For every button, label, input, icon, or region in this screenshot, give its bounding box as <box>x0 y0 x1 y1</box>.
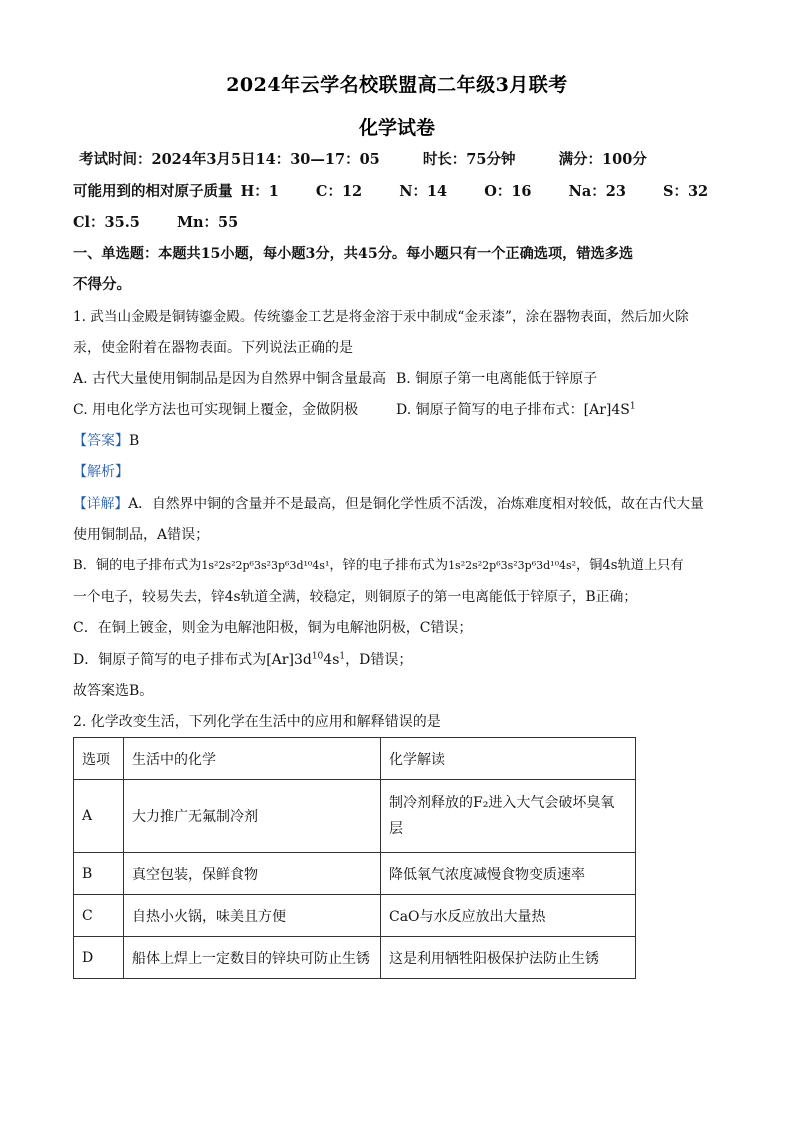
q1-option-a: A. 古代大量使用铜制品是因为自然界中铜含量最高 <box>73 371 387 387</box>
table-row <box>74 780 636 853</box>
table-header-cell: 选项 <box>74 738 124 780</box>
q2-stem: 2. 化学改变生活，下列化学在生活中的应用和解释错误的是 <box>73 714 441 730</box>
cu-electron-config: 1s²2s²2p⁶3s²3p⁶3d¹⁰4s¹ <box>201 559 330 572</box>
atomic-mass-c: C：12 <box>315 183 363 200</box>
atomic-mass-row-2 <box>73 213 238 233</box>
detail-b-mid: ，锌的电子排布式为 <box>329 558 449 573</box>
exam-title: 2024年云学名校联盟高二年级3月联考 <box>226 74 568 96</box>
detail-d-sup1: 10 <box>311 651 324 662</box>
atomic-mass-n: N：14 <box>399 183 448 200</box>
q1-detail-a-cont: 使用铜制品，A错误； <box>73 527 210 543</box>
q1-detail-c: C．在铜上镀金，则金为电解池阳极，铜为电解池阴极，C错误； <box>73 620 473 636</box>
table-cell: 降低氧气浓度减慢食物变质速率 <box>381 853 636 895</box>
table-header-cell: 生活中的化学 <box>124 738 381 780</box>
detail-b-prefix: B．铜的电子排布式为 <box>73 558 202 573</box>
exam-time: 考试时间：2024年3月5日14：30—17：05 <box>79 151 380 168</box>
q1-option-c: C. 用电化学方法也可实现铜上覆金，金做阴极 <box>73 402 359 418</box>
table-cell: 真空包装，保鲜食物 <box>124 853 381 895</box>
table-cell: D <box>74 937 124 979</box>
answer-value: B <box>129 433 140 449</box>
detail-d-prefix: D．铜原子简写的电子排布式为[Ar]3d <box>73 652 312 668</box>
q1-detail-a <box>73 494 704 514</box>
detail-d-sup2: 1 <box>339 651 346 662</box>
zn-electron-config: 1s²2s²2p⁶3s²3p⁶3d¹⁰4s² <box>448 559 577 572</box>
exam-info-row <box>79 150 647 170</box>
atomic-mass-mn: Mn：55 <box>176 214 239 231</box>
q1-detail-b-cont: 一个电子，较易失去，锌4s轨道全满，较稳定，则铜原子的第一电离能低于锌原子，B正确； <box>73 589 638 605</box>
atomic-mass-na: Na：23 <box>568 183 626 200</box>
table-header-row <box>74 738 636 780</box>
q1-stem-cont: 汞，使金附着在器物表面。下列说法正确的是 <box>73 340 353 356</box>
detail-b-suffix: ，铜4s轨道上只有 <box>576 558 684 573</box>
table-header-cell: 化学解读 <box>381 738 636 780</box>
atomic-mass-label: 可能用到的相对原子质量 <box>73 183 233 200</box>
table-cell: B <box>74 853 124 895</box>
atomic-mass-s: S：32 <box>662 183 709 200</box>
atomic-mass-row <box>73 182 708 202</box>
q1-answer <box>73 431 139 451</box>
q1-conclusion: 故答案选B。 <box>73 683 154 699</box>
atomic-mass-h: H：1 <box>240 183 279 200</box>
detail-d-suffix: ，D错误； <box>345 652 413 668</box>
exam-score: 满分：100分 <box>558 151 647 168</box>
q1-option-b: B. 铜原子第一电离能低于锌原子 <box>396 371 598 387</box>
section-heading-cont: 不得分。 <box>73 276 131 293</box>
section-heading: 一、单选题：本题共15小题，每小题3分，共45分。每小题只有一个正确选项，错选多选 <box>73 246 634 262</box>
table-cell: A <box>74 780 124 853</box>
table-cell: 这是利用牺牲阳极保护法防止生锈 <box>381 937 636 979</box>
q1-option-d <box>396 400 636 420</box>
table-row <box>74 937 636 979</box>
table-row <box>74 853 636 895</box>
atomic-mass-o: O：16 <box>484 183 532 200</box>
detail-d-mid: 4s <box>323 652 340 668</box>
answer-tag: 【答案】 <box>73 433 129 449</box>
q2-options-table <box>73 737 636 979</box>
q1-detail-b <box>73 556 684 576</box>
q1-stem: 1. 武当山金殿是铜铸鎏金殿。传统鎏金工艺是将金溶于汞中制成“金汞漆”，涂在器物表面，然后加火除 <box>73 309 689 325</box>
table-cell: 制冷剂释放的F₂进入大气会破坏臭氧层 <box>381 780 636 853</box>
table-cell: C <box>74 895 124 937</box>
q1-option-d-sup: 1 <box>629 401 636 412</box>
detail-tag: 【详解】 <box>73 496 129 512</box>
atomic-mass-cl: Cl：35.5 <box>73 214 140 231</box>
q1-detail-d <box>73 650 412 670</box>
table-cell: 船体上焊上一定数目的锌块可防止生锈 <box>124 937 381 979</box>
table-cell: 自热小火锅，味美且方便 <box>124 895 381 937</box>
exam-subtitle: 化学试卷 <box>358 117 435 139</box>
q1-option-d-text: D. 铜原子简写的电子排布式：[Ar]4S <box>396 402 630 418</box>
table-cell: CaO与水反应放出大量热 <box>381 895 636 937</box>
table-row <box>74 895 636 937</box>
table-cell: 大力推广无氟制冷剂 <box>124 780 381 853</box>
analysis-tag: 【解析】 <box>73 464 129 480</box>
detail-a-text: A．自然界中铜的含量并不是最高，但是铜化学性质不活泼，冶炼难度相对较低，故在古代大量 <box>128 496 704 512</box>
exam-duration: 时长：75分钟 <box>422 151 516 168</box>
